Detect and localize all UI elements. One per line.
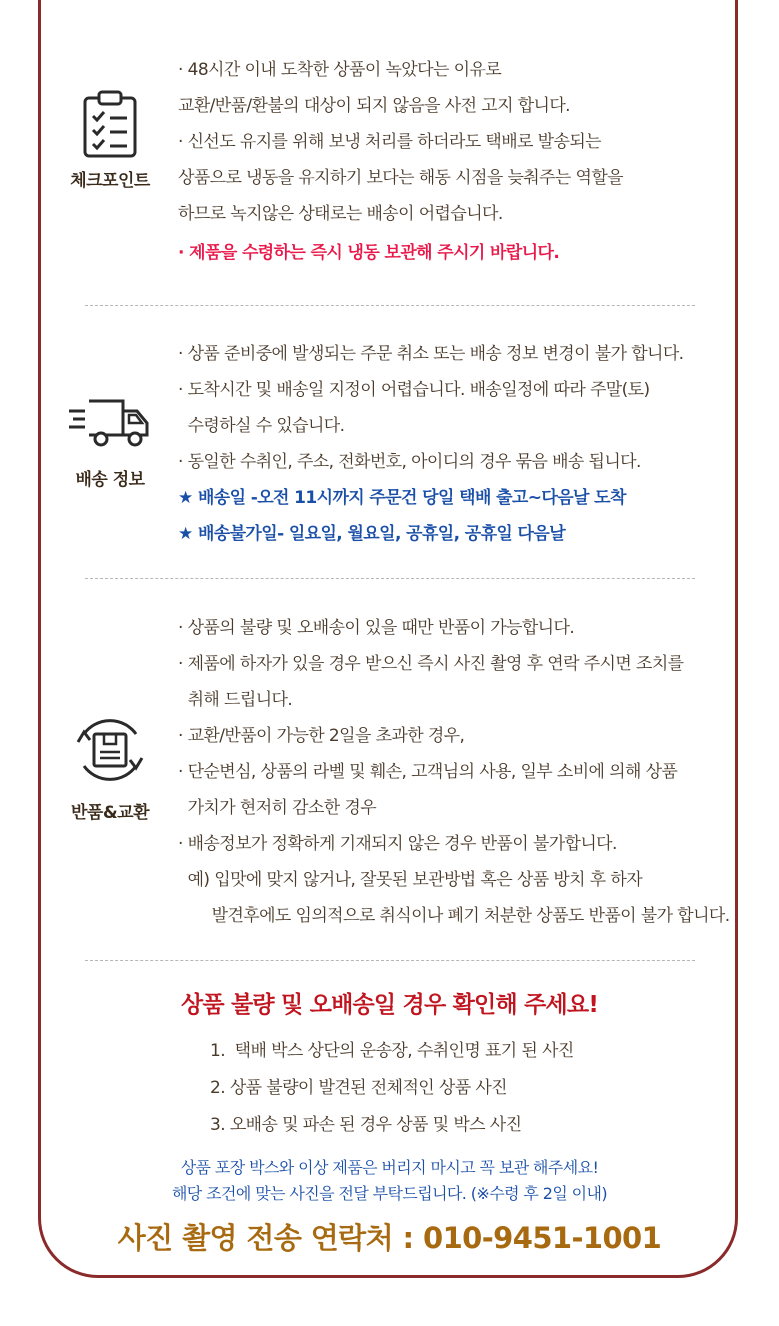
returns-line: · 제품에 하자가 있을 경우 받으신 즉시 사진 촬영 후 연락 주시면 조치를 (178, 654, 684, 674)
shipping-icon-block (60, 395, 160, 490)
returns-line: 취해 드립니다. (178, 690, 293, 710)
keep-box-note-line: 해당 조건에 맞는 사진을 전달 부탁드립니다. (※수령 후 2일 이내) (171, 1184, 608, 1203)
checkpoint-line: 상품으로 냉동을 유지하기 보다는 해동 시점을 늦춰주는 역할을 (178, 168, 623, 188)
checkpoint-lines (178, 52, 738, 271)
keep-box-note-line: 상품 포장 박스와 이상 제품은 버리지 마시고 꼭 보관 해주세요! (180, 1158, 599, 1177)
defect-photo-item: 3. 오배송 및 파손 된 경우 상품 및 박스 사진 (210, 1115, 522, 1135)
delivery-truck-icon (67, 395, 153, 453)
checkpoint-line: · 48시간 이내 도착한 상품이 녹았다는 이유로 (178, 60, 502, 80)
returns-line: 예) 입맛에 맞지 않거나, 잘못된 보관방법 혹은 상품 방치 후 하자 (178, 870, 643, 890)
clipboard-checklist-icon (79, 88, 141, 160)
returns-label: 반품&교환 (70, 803, 149, 823)
defect-photo-item: 2. 상품 불량이 발견된 전체적인 상품 사진 (210, 1078, 507, 1098)
photo-contact-number: 사진 촬영 전송 연락처 : 010-9451-1001 (117, 1221, 662, 1255)
shipping-line: 수령하실 수 있습니다. (178, 416, 345, 436)
divider (85, 578, 695, 579)
returns-line: · 상품의 불량 및 오배송이 있을 때만 반품이 가능합니다. (178, 618, 575, 638)
checkpoint-line: 하므로 녹지않은 상태로는 배송이 어렵습니다. (178, 204, 503, 224)
no-delivery-days-note: ★ 배송불가일- 일요일, 월요일, 공휴일, 공휴일 다음날 (178, 524, 566, 544)
divider (85, 960, 695, 961)
checkpoint-line: · 신선도 유지를 위해 보냉 처리를 하더라도 택배로 발송되는 (178, 132, 601, 152)
returns-lines (178, 610, 738, 934)
defect-photo-list (210, 1033, 710, 1144)
returns-line: 가치가 현저히 감소한 경우 (178, 798, 377, 818)
returns-line: · 배송정보가 정확하게 기재되지 않은 경우 반품이 불가합니다. (178, 834, 617, 854)
divider (85, 305, 695, 306)
checkpoint-icon-block (60, 88, 160, 191)
freeze-notice: · 제품을 수령하는 즉시 냉동 보관해 주시기 바랍니다. (178, 243, 560, 263)
defect-photo-item: 1. 택배 박스 상단의 운송장, 수취인명 표기 된 사진 (210, 1041, 574, 1061)
shipping-line: · 도착시간 및 배송일 지정이 어렵습니다. 배송일정에 따라 주말(토) (178, 380, 650, 400)
returns-icon-block (60, 712, 160, 823)
checkpoint-label: 체크포인트 (70, 171, 150, 191)
keep-box-note (0, 1155, 779, 1207)
delivery-schedule-note: ★ 배송일 -오전 11시까지 주문건 당일 택배 출고~다음날 도착 (178, 488, 626, 508)
defect-heading: 상품 불량 및 오배송일 경우 확인해 주세요! (180, 992, 599, 1018)
shipping-line: · 상품 준비중에 발생되는 주문 취소 또는 배송 정보 변경이 불가 합니다. (178, 344, 684, 364)
returns-line: · 교환/반품이 가능한 2일을 초과한 경우, (178, 726, 465, 746)
shipping-label: 배송 정보 (75, 470, 145, 490)
return-exchange-box-icon (70, 712, 150, 788)
checkpoint-line: 교환/반품/환불의 대상이 되지 않음을 사전 고지 합니다. (178, 96, 570, 116)
returns-line: 발견후에도 임의적으로 취식이나 폐기 처분한 상품도 반품이 불가 합니다. (178, 906, 730, 926)
shipping-line: · 동일한 수취인, 주소, 전화번호, 아이디의 경우 묶음 배송 됩니다. (178, 452, 641, 472)
returns-line: · 단순변심, 상품의 라벨 및 훼손, 고객님의 사용, 일부 소비에 의해 상품 (178, 762, 678, 782)
shipping-lines (178, 336, 738, 552)
